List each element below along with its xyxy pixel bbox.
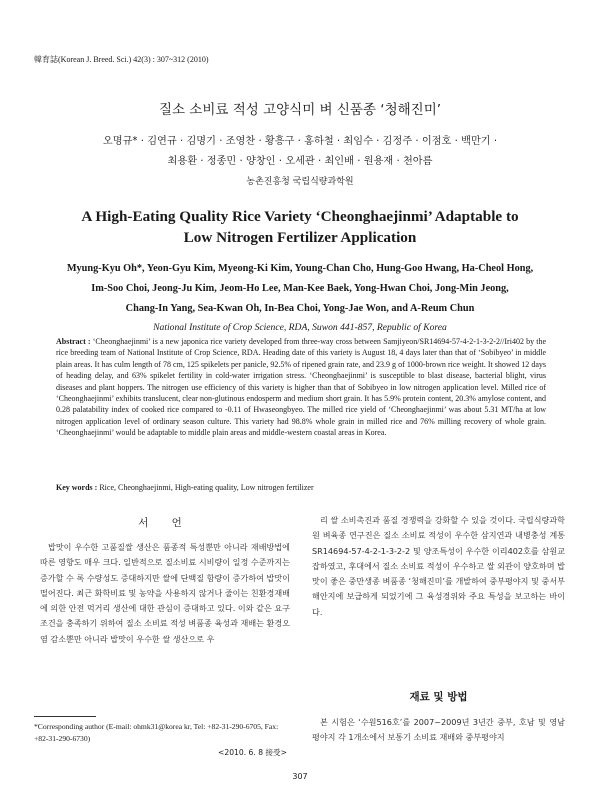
abstract-label: Abstract : — [56, 337, 91, 346]
right-column-bottom — [312, 715, 565, 746]
keywords-label: Key words : — [56, 483, 98, 492]
received-date: <2010. 6. 8 接受> — [218, 748, 287, 757]
keywords-text: Rice, Cheonghaejinmi, High-eating quality, Low nitrogen fertilizer — [99, 483, 314, 492]
keywords — [56, 483, 546, 492]
right-paragraph-2: 본 시험은 ‘수원516호’를 2007~2009년 3년간 중부, 호남 및 영남 평야지 각 1개소에서 보통기 소비료 재배와 중부평야지 — [312, 717, 565, 743]
english-title-line-1: A High-Eating Quality Rice Variety ‘Cheonghaejinmi’ Adaptable to — [81, 208, 519, 225]
korean-institution: 농촌진흥청 국립식량과학원 — [246, 177, 354, 187]
english-institution: National Institute of Crop Science, RDA, Suwon 441-857, Republic of Korea — [153, 322, 447, 333]
journal-reference: 韓育誌(Korean J. Breed. Sci.) 42(3) : 307~312 (2010) — [34, 55, 209, 64]
page-number: 307 — [292, 772, 308, 781]
english-authors-line-1: Myung-Kyu Oh*, Yeon-Gyu Kim, Myeong-Ki Kim, Young-Chan Cho, Hung-Goo Hwang, Ha-Cheol Hong, — [66, 263, 534, 274]
methods-heading: 재료 및 방법 — [409, 691, 468, 703]
korean-authors-line-2: 최용환 · 정종민 · 양창인 · 오세관 · 최인배 · 원용재 · 천아름 — [167, 156, 433, 167]
intro-paragraph: 밥맛이 우수한 고품질쌀 생산은 품종적 특성뿐만 아니라 재배방법에 따른 영향도 매우 크다. 일반적으로 질소비료 시비량이 일정 수준까지는 증가할 수 록 수량성도 증대하지만 쌀에 단백질 함량이 증가하여 밥맛이 떨어진다. 최근 화학비료 및 농약을 사용하지 않거나 줄이는 친환경재배에 의한 안전 먹거리 생산에 대한 관심이 증대하고 있다. 이와 같은 요구조건을 충족하기 위하여 질소 소비료 적성 벼품종 육성과 재배는 환경오염 감소뿐만 아니라 밥맛이 우수한 쌀 생산으로 우 — [40, 542, 290, 644]
korean-title: 질소 소비료 적성 고양식미 벼 신품종 ‘청해진미’ — [158, 102, 442, 118]
right-column-top — [312, 513, 565, 620]
intro-heading: 서 언 — [138, 517, 192, 529]
right-paragraph-1: 리 쌀 소비촉진과 품질 경쟁력을 강화할 수 있을 것이다. 국립식량과학원 벼육종 연구진은 질소 소비료 적성이 우수한 삼지연과 내병충성 계통 SR14694-57-4-2-1-3-2-2 및 양조특성이 우수한 이리402호를 삼원교잡하였고, 후대에서 질소 소비료 적성이 우수하고 쌀 외관이 양호하며 밥맛이 좋은 중만생종 벼품종 ‘청해진미’를 개발하여 중부평야지 및 중서부해안지에 보급하게 되었기에 그 육성경위와 주요 특성을 보고하는 바이다. — [312, 515, 565, 617]
english-authors-line-3: Chang-In Yang, Sea-Kwan Oh, In-Bea Choi, Yong-Jae Won, and A-Reum Chun — [125, 303, 475, 314]
intro-column — [40, 540, 290, 647]
english-title-line-2: Low Nitrogen Fertilizer Application — [183, 229, 417, 246]
footnote-divider — [34, 716, 96, 717]
korean-authors-line-1: 오명규* · 김연규 · 김명기 · 조영찬 · 황흥구 · 홍하철 · 최임수 · 김정주 · 이점호 · 백만기 · — [102, 136, 498, 147]
english-authors-line-2: Im-Soo Choi, Jeong-Ju Kim, Jeom-Ho Lee, Man-Kee Baek, Yong-Hwan Choi, Jong-Min Jeong, — [91, 283, 509, 294]
abstract — [56, 336, 546, 439]
corresponding-author-footnote: *Corresponding author (E-mail: ohmk31@korea kr, Tel: +82-31-290-6705, Fax: +82-31-290-6730) — [34, 722, 279, 743]
abstract-text: ‘Cheonghaejinmi’ is a new japonica rice variety developed from three-way cross between Samjiyeon/SR14694-57-4-2-1-3-2-2//Iri402 by the rice breeding team of National Institute of Crop Science, RDA. Heading date of this variety is August 18, 4 days later than that of ‘Sobibyeo’ in middle plain areas. It has culm length of 78 cm, 125 spikelets per panicle, 92.5% of ripened grain rate, and 23.9 g of 1000-brown rice weight. It showed 12 days of heading delay, and 63% spikelet fertility in cold-water irrigation stress. ‘Cheonghaejinmi’ is susceptible to blast disease, bacterial blight, virus diseases and plant hoppers. The nitrogen use efficiency of this variety is higher than that of Sobibyeo in low nitrogen application level. Milled rice of ‘Cheonghaejinmi’ exhibits translucent, clear non-glutinous endosperm and medium short grain. It has 5.9% protein content, 20.3% amylose content, and 0.28 palatability index of cooked rice compared to -0.11 of Hwaseongbyeo. The milled rice yield of ‘Cheonghaejinmi’ was about 5.31 MT/ha at low nitrogen application level of ordinary season culture. This variety had 98.8% whole grain in milled rice and 76% milling recovery of whole grain. ‘Cheonghaejinmi’ would be adaptable to middle plain areas and middle-western coastal areas in Korea. — [56, 337, 546, 438]
